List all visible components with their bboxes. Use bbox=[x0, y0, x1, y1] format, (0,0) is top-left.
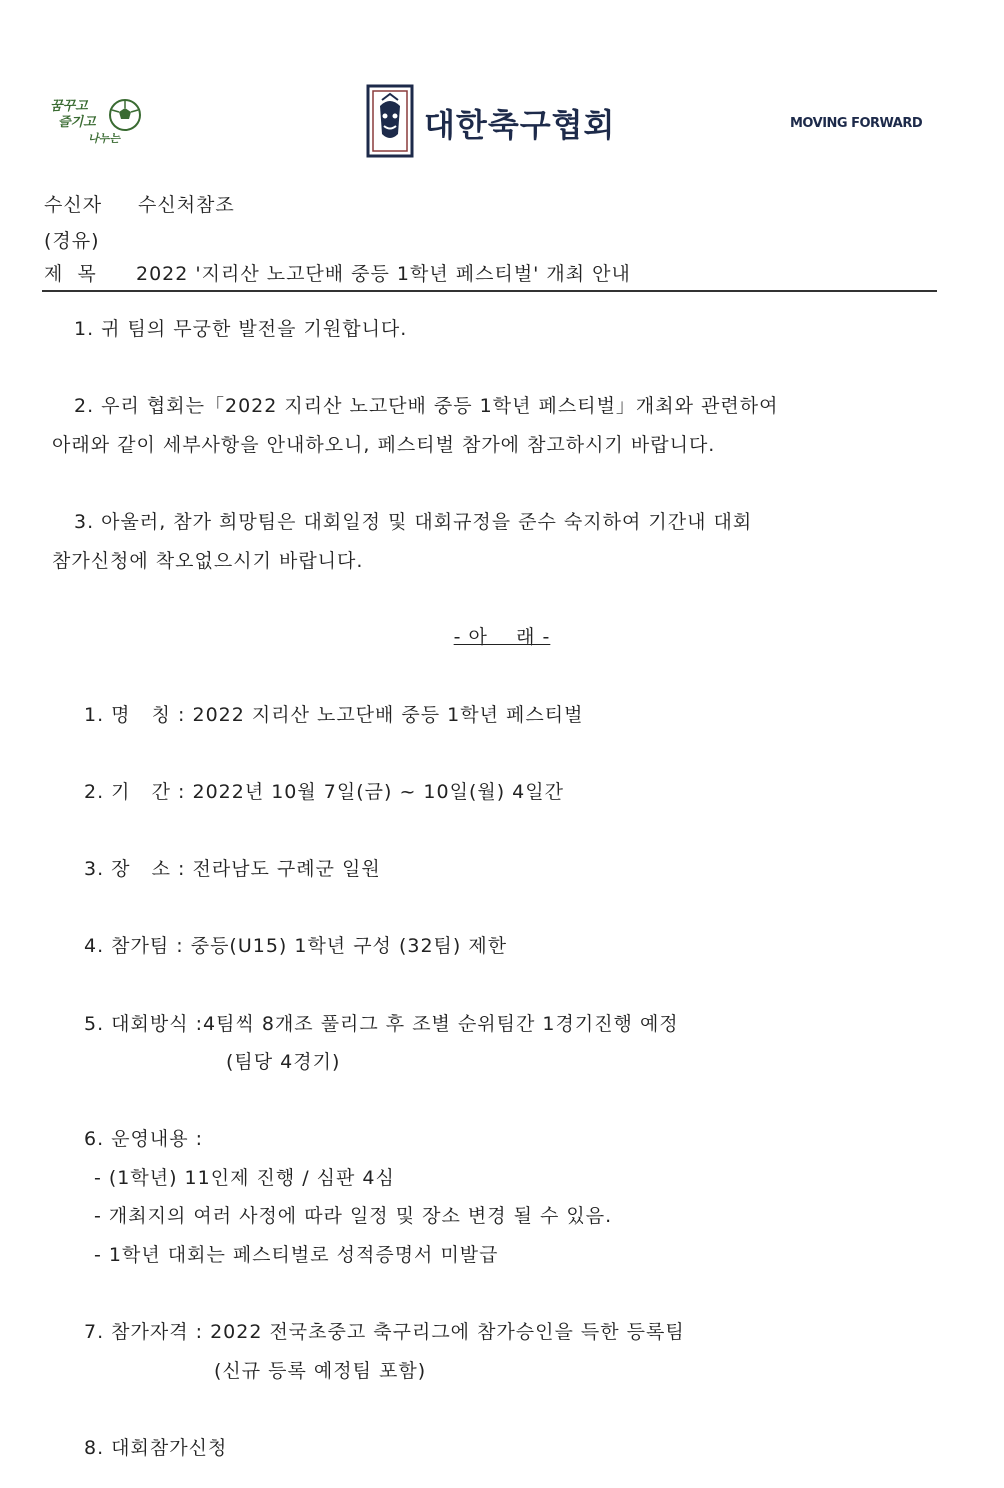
soccer-ball-icon bbox=[108, 98, 142, 132]
notice-title bbox=[0, 622, 1004, 649]
item-name: 1. 명 칭 : 2022 지리산 노고단배 중등 1학년 페스티벌 bbox=[84, 704, 584, 726]
notice-title-text: - 아 래 - bbox=[453, 626, 551, 648]
item-period: 2. 기 간 : 2022년 10월 7일(금) ~ 10일(월) 4일간 bbox=[84, 781, 564, 803]
item-venue: 3. 장 소 : 전라남도 구례군 일원 bbox=[84, 858, 381, 880]
item-eligibility-line-1: 7. 참가자격 : 2022 전국초중고 축구리그에 참가승인을 득한 등록팀 bbox=[84, 1321, 685, 1343]
via-label: (경유) bbox=[44, 230, 100, 252]
recipient-value: 수신처참조 bbox=[138, 194, 235, 216]
paragraph-3-line-2: 참가신청에 착오없으시기 바랍니다. bbox=[52, 550, 364, 572]
slogan-logo bbox=[46, 94, 146, 154]
item-format-line-1: 5. 대회방식 :4팀씩 8개조 풀리그 후 조별 순위팀간 1경기진행 예정 bbox=[84, 1013, 679, 1035]
org-name: 대한축구협회 bbox=[424, 106, 616, 144]
paragraph-1: 1. 귀 팀의 무궁한 발전을 기원합니다. bbox=[74, 318, 408, 340]
slogan-line-3: 나누는 bbox=[88, 132, 120, 145]
item-format-line-2: (팀당 4경기) bbox=[226, 1051, 341, 1073]
paragraph-2-line-2: 아래와 같이 세부사항을 안내하오니, 페스티벌 참가에 참고하시기 바랍니다. bbox=[52, 434, 716, 456]
slogan-line-2: 즐기고 bbox=[58, 115, 96, 130]
item-eligibility-line-2: (신규 등록 예정팀 포함) bbox=[214, 1360, 427, 1382]
header-divider bbox=[42, 290, 937, 292]
paragraph-3-line-1: 3. 아울러, 참가 희망팀은 대회일정 및 대회규정을 준수 숙지하여 기간내 대회 bbox=[74, 511, 753, 533]
motto: MOVING FORWARD bbox=[790, 116, 923, 131]
item-registration: 8. 대회참가신청 bbox=[84, 1437, 228, 1459]
item-operation-bullet-1: - (1학년) 11인제 진행 / 심판 4심 bbox=[94, 1167, 395, 1189]
recipient-label: 수신자 bbox=[44, 194, 103, 216]
paragraph-2-line-1: 2. 우리 협회는「2022 지리산 노고단배 중등 1학년 페스티벌」개최와 관련하여 bbox=[74, 395, 779, 417]
item-operation-title: 6. 운영내용 : bbox=[84, 1128, 204, 1150]
kfa-emblem-icon bbox=[366, 84, 414, 158]
item-operation-bullet-2: - 개최지의 여러 사정에 따라 일정 및 장소 변경 될 수 있음. bbox=[94, 1205, 613, 1227]
item-operation-bullet-3: - 1학년 대회는 페스티벌로 성적증명서 미발급 bbox=[94, 1244, 499, 1266]
subject-value: 2022 '지리산 노고단배 중등 1학년 페스티벌' 개최 안내 bbox=[136, 263, 631, 285]
item-teams: 4. 참가팀 : 중등(U15) 1학년 구성 (32팀) 제한 bbox=[84, 935, 508, 957]
subject-label: 제 목 bbox=[44, 263, 97, 285]
slogan-line-1: 꿈꾸고 bbox=[50, 99, 88, 114]
